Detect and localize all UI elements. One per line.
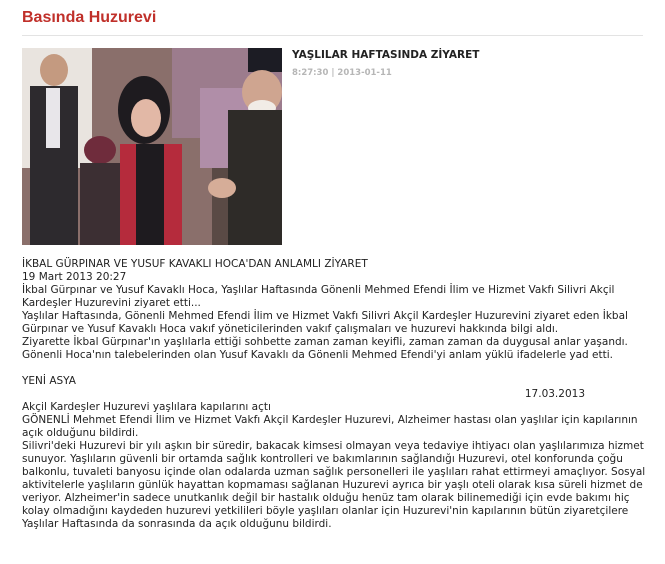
source-name: YENİ ASYA (22, 375, 76, 387)
featured-time: 8:27:30 (292, 68, 329, 78)
article-body (22, 258, 647, 531)
meta-separator: | (331, 68, 335, 78)
article-paragraph-line: Ziyarette İkbal Gürpınar'ın yaşlılarla ettiği sohbette zaman zaman keyifli, zaman zaman da duygusal anlar yaşandı. (22, 336, 628, 348)
photo-illustration (22, 48, 282, 245)
article-datetime: 19 Mart 2013 20:27 (22, 271, 127, 283)
source-title: Akçil Kardeşler Huzurevi yaşlılara kapılarını açtı (22, 401, 271, 413)
paragraph-gap (22, 362, 647, 375)
source-paragraph-line: veriyor. Alzheimer'in sadece unutkanlık değil bir hastalık olduğu henüz tam olarak bilinemediği için evde bakımı hiç (22, 492, 630, 504)
source-paragraph-line: sunuyor. Yaşlıların güvenli bir ortamda sağlık kontrolleri ve bakımlarının sağlandığı Huzurevi, otel konforunda çoğu (22, 453, 623, 465)
source-paragraph-line: kolay olmadığını kaydeden huzurevi yetkilileri böyle yaşlıları olanlar için Huzurevi'nin kapılarının bütün ziyaretçilere (22, 505, 629, 517)
source-paragraph-line: Yaşlılar Haftasında da sonrasında da açık olduğunu bildirdi. (22, 518, 332, 530)
section-divider (22, 35, 643, 36)
source-paragraph-line: aktivitelerle yaşlıların günlük hayattan kopmaması sağlanan Huzurevi ayrıca bir yaşlı oteli olarak kısa süreli hizmet de (22, 479, 643, 491)
featured-meta (292, 68, 392, 78)
featured-headline-link[interactable]: YAŞLILAR HAFTASINDA ZİYARET (292, 49, 480, 61)
news-photo[interactable] (22, 48, 282, 245)
section-title: Basında Huzurevi (22, 9, 157, 26)
source-paragraph-line: Silivri'deki Huzurevi bir yılı aşkın bir süredir, bakacak kimsesi olmayan veya tedaviye ihtiyacı olan yaşlılarımıza hizmet (22, 440, 644, 452)
article-paragraph-line: Gönenli Hoca'nın talebelerinden olan Yusuf Kavaklı da Gönenli Mehmed Efendi'yi anlam yüklü ifadelerle yad etti. (22, 349, 613, 361)
article-title: İKBAL GÜRPINAR VE YUSUF KAVAKLI HOCA'DAN ANLAMLI ZİYARET (22, 258, 368, 270)
source-paragraph-line: balkonlu, tuvaleti banyosu içinde olan odalarda uzman sağlık personelleri ile yaşlıları rahat ettirmeyi amaçlıyor. Sosyal (22, 466, 646, 478)
article-summary-line: İkbal Gürpınar ve Yusuf Kavaklı Hoca, Yaşlılar Haftasında Gönenli Mehmed Efendi İlim ve Hizmet Vakfı Silivri Akçil (22, 284, 615, 296)
source-date: 17.03.2013 (524, 388, 585, 400)
source-paragraph-line: açık olduğunu bildirdi. (22, 427, 139, 439)
article-paragraph-line: Yaşlılar Haftasında, Gönenli Mehmed Efendi İlim ve Hizmet Vakfı Silivri Akçil Kardeşler Huzurevini ziyaret eden İkbal (22, 310, 628, 322)
source-paragraph-line: GÖNENLİ Mehmet Efendi İlim ve Hizmet Vakfı Akçil Kardeşler Huzurevi, Alzheimer hastası olan yaşlılar için kapılarının (22, 414, 638, 426)
featured-date: 2013-01-11 (337, 68, 392, 78)
article-paragraph-line: Gürpınar ve Yusuf Kavaklı Hoca vakıf yöneticilerinden vakıf çalışmaları ve huzurevi hakkında bilgi aldı. (22, 323, 559, 335)
article-summary-line: Kardeşler Huzurevini ziyaret etti... (22, 297, 201, 309)
